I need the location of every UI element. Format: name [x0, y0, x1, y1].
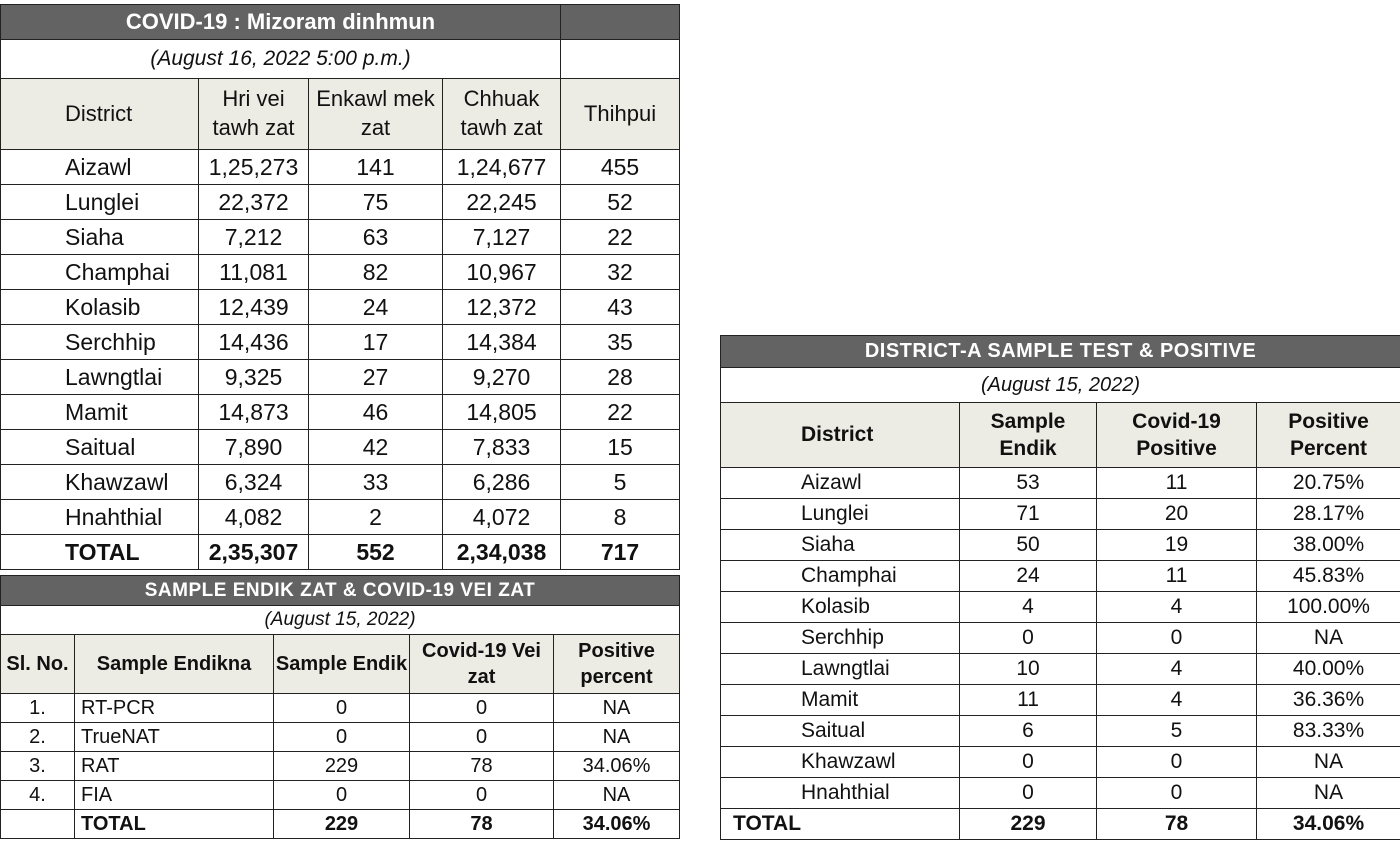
table-cell: 455	[561, 150, 680, 185]
table-cell: 2	[309, 500, 443, 535]
table-cell: 78	[410, 810, 554, 839]
table-row	[1, 290, 680, 325]
table-cell: 3.	[1, 752, 75, 781]
table-cell: 7,833	[443, 430, 561, 465]
table-cell: 141	[309, 150, 443, 185]
table-cell: 1,24,677	[443, 150, 561, 185]
table-cell: 15	[561, 430, 680, 465]
table-cell: 1.	[1, 694, 75, 723]
district-status-table	[0, 4, 680, 570]
table-cell: 11	[1097, 468, 1257, 499]
table-row	[1, 255, 680, 290]
table-cell: 36.36%	[1257, 685, 1400, 716]
header-chhuak-tawh: Chhuak tawh zat	[443, 79, 561, 150]
table-cell: 0	[274, 781, 410, 810]
table-cell: 14,436	[199, 325, 309, 360]
table-cell: 0	[1097, 747, 1257, 778]
header-sample-endik: Sample Endik	[960, 403, 1097, 468]
table-cell: 5	[561, 465, 680, 500]
table-cell: 0	[1097, 778, 1257, 809]
district-sample-subtitle: (August 15, 2022)	[721, 368, 1400, 403]
table-cell: 17	[309, 325, 443, 360]
total-row	[1, 810, 680, 839]
table-cell: 4	[1097, 654, 1257, 685]
table-cell: 24	[309, 290, 443, 325]
district-status-subtitle: (August 16, 2022 5:00 p.m.)	[1, 40, 561, 79]
subtitle-blank-cell	[561, 40, 680, 79]
table-cell: 52	[561, 185, 680, 220]
table-row	[1, 752, 680, 781]
table-cell: Lunglei	[1, 185, 199, 220]
table-row	[1, 465, 680, 500]
table-cell: NA	[1257, 623, 1400, 654]
table-cell: Lunglei	[721, 499, 960, 530]
table-cell: 552	[309, 535, 443, 570]
table-cell: 6,286	[443, 465, 561, 500]
table-cell: NA	[554, 723, 680, 752]
table-cell: 10	[960, 654, 1097, 685]
table-cell: 19	[1097, 530, 1257, 561]
table-cell: NA	[1257, 778, 1400, 809]
table-row	[721, 530, 1400, 561]
table-row	[721, 561, 1400, 592]
table-cell: 14,873	[199, 395, 309, 430]
table-cell: 0	[274, 694, 410, 723]
table-cell: RAT	[75, 752, 274, 781]
table-cell: 46	[309, 395, 443, 430]
table-cell: Saitual	[1, 430, 199, 465]
table-row	[1, 185, 680, 220]
table-cell: TrueNAT	[75, 723, 274, 752]
table-cell: 34.06%	[554, 752, 680, 781]
table-cell: 717	[561, 535, 680, 570]
table-cell: 14,384	[443, 325, 561, 360]
table-cell: 12,439	[199, 290, 309, 325]
title-blank-cell	[561, 5, 680, 40]
table-cell: Siaha	[721, 530, 960, 561]
header-covid-positive: Covid-19 Positive	[1097, 403, 1257, 468]
table-cell: 82	[309, 255, 443, 290]
table-row	[1, 150, 680, 185]
sample-endik-subtitle: (August 15, 2022)	[1, 606, 680, 635]
table-cell: 40.00%	[1257, 654, 1400, 685]
table-cell: 1,25,273	[199, 150, 309, 185]
table-cell: 24	[960, 561, 1097, 592]
table-cell: NA	[554, 781, 680, 810]
table-row	[721, 499, 1400, 530]
table-cell: 9,270	[443, 360, 561, 395]
table-cell: 78	[410, 752, 554, 781]
table-cell: 7,890	[199, 430, 309, 465]
table-cell: 63	[309, 220, 443, 255]
table-cell: Aizawl	[1, 150, 199, 185]
table-cell: 8	[561, 500, 680, 535]
header-thihpui: Thihpui	[561, 79, 680, 150]
table-cell: FIA	[75, 781, 274, 810]
table-cell: Siaha	[1, 220, 199, 255]
table-cell: Champhai	[1, 255, 199, 290]
table-row	[721, 468, 1400, 499]
table-cell: 22	[561, 395, 680, 430]
table-cell: 75	[309, 185, 443, 220]
table-cell: 38.00%	[1257, 530, 1400, 561]
table-row	[1, 395, 680, 430]
table-cell: Mamit	[721, 685, 960, 716]
table-cell: Khawzawl	[721, 747, 960, 778]
table-cell: 78	[1097, 809, 1257, 840]
table-cell: 11	[960, 685, 1097, 716]
table-row	[1, 220, 680, 255]
table-row	[1, 360, 680, 395]
total-row	[1, 535, 680, 570]
table-row	[1, 781, 680, 810]
table-cell: 4,082	[199, 500, 309, 535]
table-row	[721, 592, 1400, 623]
table-cell: 43	[561, 290, 680, 325]
table-cell: 100.00%	[1257, 592, 1400, 623]
table-row	[721, 623, 1400, 654]
table-cell: 71	[960, 499, 1097, 530]
table-cell: 50	[960, 530, 1097, 561]
table-cell: 27	[309, 360, 443, 395]
table-cell: Lawngtlai	[1, 360, 199, 395]
table-cell: TOTAL	[1, 535, 199, 570]
table-cell: 14,805	[443, 395, 561, 430]
table-cell: Hnahthial	[1, 500, 199, 535]
header-enkawl-mek: Enkawl mek zat	[309, 79, 443, 150]
table-cell: 229	[960, 809, 1097, 840]
table-cell: 35	[561, 325, 680, 360]
table-cell: NA	[554, 694, 680, 723]
sample-endik-table	[0, 575, 680, 839]
header-sample-endikna: Sample Endikna	[75, 635, 274, 694]
table-cell: 4	[1097, 685, 1257, 716]
table-cell: 12,372	[443, 290, 561, 325]
table-cell: 229	[274, 810, 410, 839]
header-positive-percent: Positive Percent	[1257, 403, 1400, 468]
table-cell: 10,967	[443, 255, 561, 290]
table-cell: 4,072	[443, 500, 561, 535]
table-cell: Khawzawl	[1, 465, 199, 500]
table-cell: 0	[960, 623, 1097, 654]
table-cell: 42	[309, 430, 443, 465]
table-cell	[1, 810, 75, 839]
table-cell: 20.75%	[1257, 468, 1400, 499]
table-cell: 2,35,307	[199, 535, 309, 570]
table-cell: Lawngtlai	[721, 654, 960, 685]
district-sample-title: DISTRICT-A SAMPLE TEST & POSITIVE	[721, 336, 1400, 368]
table-cell: TOTAL	[721, 809, 960, 840]
table-cell: 7,212	[199, 220, 309, 255]
table-cell: RT-PCR	[75, 694, 274, 723]
table-cell: Saitual	[721, 716, 960, 747]
table-cell: 0	[960, 747, 1097, 778]
table-cell: 2.	[1, 723, 75, 752]
table-cell: 53	[960, 468, 1097, 499]
table-cell: 22,372	[199, 185, 309, 220]
header-sample-endik: Sample Endik	[274, 635, 410, 694]
table-cell: 45.83%	[1257, 561, 1400, 592]
table-cell: 28.17%	[1257, 499, 1400, 530]
table-row	[721, 654, 1400, 685]
table-cell: Champhai	[721, 561, 960, 592]
district-sample-table	[720, 335, 1400, 840]
table-cell: Serchhip	[1, 325, 199, 360]
table-cell: 0	[1097, 623, 1257, 654]
table-cell: 32	[561, 255, 680, 290]
table-cell: 34.06%	[554, 810, 680, 839]
table-cell: Mamit	[1, 395, 199, 430]
table-cell: 0	[410, 723, 554, 752]
table-cell: 0	[410, 694, 554, 723]
table-row	[1, 694, 680, 723]
header-hri-vei: Hri vei tawh zat	[199, 79, 309, 150]
table-cell: 229	[274, 752, 410, 781]
table-row	[721, 747, 1400, 778]
table-cell: Aizawl	[721, 468, 960, 499]
table-cell: Kolasib	[1, 290, 199, 325]
table-cell: Serchhip	[721, 623, 960, 654]
table-cell: TOTAL	[75, 810, 274, 839]
header-district: District	[721, 403, 960, 468]
table-cell: 4	[960, 592, 1097, 623]
table-cell: 33	[309, 465, 443, 500]
table-cell: 22	[561, 220, 680, 255]
table-cell: 0	[960, 778, 1097, 809]
table-cell: 2,34,038	[443, 535, 561, 570]
table-cell: 9,325	[199, 360, 309, 395]
table-cell: NA	[1257, 747, 1400, 778]
table-row	[1, 500, 680, 535]
table-cell: 11,081	[199, 255, 309, 290]
table-cell: 20	[1097, 499, 1257, 530]
table-row	[1, 430, 680, 465]
table-cell: 5	[1097, 716, 1257, 747]
table-cell: 6	[960, 716, 1097, 747]
header-district: District	[1, 79, 199, 150]
table-cell: 11	[1097, 561, 1257, 592]
table-cell: Hnahthial	[721, 778, 960, 809]
table-cell: 0	[274, 723, 410, 752]
table-cell: 6,324	[199, 465, 309, 500]
table-cell: 83.33%	[1257, 716, 1400, 747]
table-cell: 34.06%	[1257, 809, 1400, 840]
total-row	[721, 809, 1400, 840]
table-cell: 28	[561, 360, 680, 395]
header-sl-no: Sl. No.	[1, 635, 75, 694]
table-row	[721, 716, 1400, 747]
table-row	[1, 325, 680, 360]
table-cell: 4	[1097, 592, 1257, 623]
table-cell: 4.	[1, 781, 75, 810]
header-positive-percent: Positive percent	[554, 635, 680, 694]
district-status-title: COVID-19 : Mizoram dinhmun	[1, 5, 561, 40]
table-cell: 22,245	[443, 185, 561, 220]
header-covid-vei-zat: Covid-19 Vei zat	[410, 635, 554, 694]
table-cell: 7,127	[443, 220, 561, 255]
table-cell: 0	[410, 781, 554, 810]
table-cell: Kolasib	[721, 592, 960, 623]
table-row	[721, 778, 1400, 809]
sample-endik-title: SAMPLE ENDIK ZAT & COVID-19 VEI ZAT	[1, 576, 680, 606]
table-row	[1, 723, 680, 752]
table-row	[721, 685, 1400, 716]
